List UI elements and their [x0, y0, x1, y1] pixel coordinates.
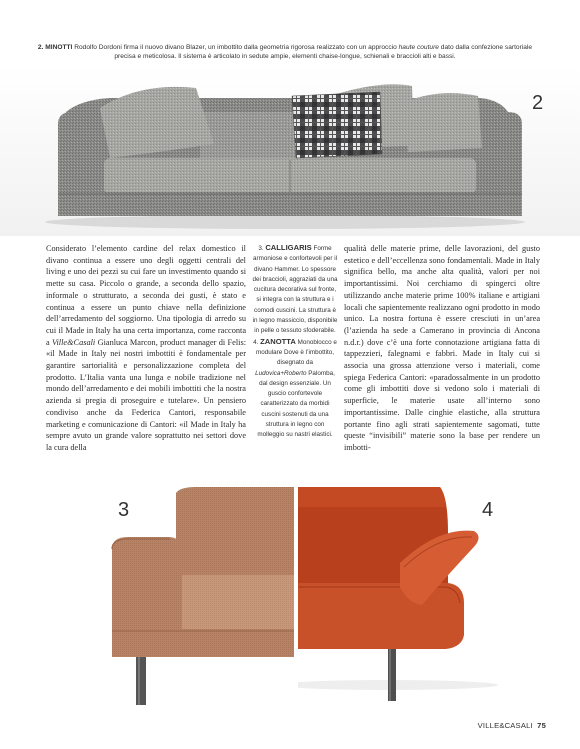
caption-brand: MINOTTI	[45, 44, 73, 51]
grey-sofa-illustration	[0, 66, 580, 236]
column-1-paragraph	[46, 243, 246, 454]
caption-4-brand: ZANOTTA	[260, 336, 296, 346]
caption-3-number: 3.	[258, 245, 264, 252]
column-3-paragraph: qualità delle materie prime, delle lavorazioni, del gusto estetico e dell’eccellenza sono fondamentali. Made in Italy significa bello, ma anche alta qualità, valori per noi importantissimi. Noi cerchiamo di spingerci oltre utilizzando anche materie prime 100% italiane e artigiani locali che sapientemente realizzano ogni prodotto in modo unico. La nostra fortuna è essere cresciuti in un’area (l’azienda ha sede a Camerano in provincia di Ancona n.d.r.) dove c’è una forte connotazione artigiana fatta di tappezzieri, falegnami e fabbri. Made in Italy cui si associa una grossa attenzione verso i materiali, come spiega Federica Cantori: «paradossalmente in un prodotto come gli imbottiti dove si vedono solo i materiali di superficie, le materie usate all’interno sono importantissime. Dalle cinghie elastiche, alla struttura portante fino agli strati sapientemente sagomati, tutte queste “invisibili” materie sono la base per rendere un imbotti-	[344, 244, 540, 452]
caption-4-designer: Ludovica+Roberto	[255, 369, 307, 377]
caption-3-text-a: Forme armoniose e confortevoli per il divano Hammer. Lo spessore dei braccioli, aggraziati da una cucitura decorativa sul fronte, si integra con la struttura e i comodi cuscini.	[252, 245, 338, 314]
image-number-2: 2	[532, 92, 544, 114]
red-sofa-illustration	[298, 487, 580, 717]
caption-text-end: dato dalla confezione sartoriale precisa e meticolosa. Il sistema è articolato in sedute ampie, elementi chaise-longue, schienali e braccioli alti e bassi.	[114, 44, 533, 60]
magazine-name: VILLE&CASALI	[477, 721, 533, 730]
image-number-4: 4	[482, 499, 494, 521]
article-column-3	[344, 243, 540, 454]
image-number-3: 3	[118, 499, 130, 521]
caption-4-text-a: Monoblocco e modulare Dove è l’imbottito, disegnato da	[255, 338, 337, 367]
caption-4-number: 4.	[253, 338, 259, 346]
sofa-photo-dove	[298, 487, 580, 717]
photo-caption	[30, 43, 540, 61]
caption-italic: haute couture	[398, 44, 439, 51]
caption-calligaris	[252, 243, 338, 337]
caption-4-text-b: Palomba, dal design essenziale. Un guscio confortevole caratterizzato da morbidi cuscini sostenuti da una struttura in legno con molleggio su nastri elastici.	[257, 369, 335, 439]
caption-number: 2.	[37, 44, 44, 51]
column-1-text-part2: Gianluca Marcon, product manager di Felis: «il Made in Italy nei nostri imbottiti è fondamentale per garantire sartorialità e personalizzazione completa del prodotto. L’Italia vanta una lunga e nobile tradizione nel mondo dell’arredamento e dei mobili imbottiti che la nostra azienda si pregia di proseguire e tutelare». Un pensiero condiviso anche da Federica Cantori, responsabile marketing e comunicazione di Cantori: «il Made in Italy ha sempre avuto un grande valore soprattutto nei settori dove la cura della	[46, 337, 246, 452]
page-footer	[478, 721, 546, 730]
caption-text: Rodolfo Dordoni firma il nuovo divano Blazer, un imbottito dalla geometria rigorosa realizzato con un approccio	[74, 44, 397, 51]
caption-3-text-b: La struttura è in legno massiccio, disponibile in pelle o tessuto sfoderabile.	[252, 306, 338, 335]
article-column-1	[46, 243, 246, 454]
column-1-italic: Ville&Casali	[52, 337, 96, 347]
caption-zanotta	[252, 337, 338, 441]
page-number: 75	[537, 721, 546, 730]
column-1-text-part1: Considerato l’elemento cardine del relax domestico il divano continua a essere uno degli oggetti centrali del living e uno dei pezzi su cui fare un investimento quando si mette su casa. Piccolo o grande, a seconda dello spazio, informale o strutturato, a seconda dei gusti, è stato e continua a essere un punto chiave nella definizione dell’arredamento del soggiorno. Una tipologia di arredo su cui il Made in Italy ha una certa importanza, come racconta a	[46, 244, 246, 347]
terracotta-sofa-illustration	[0, 487, 294, 717]
sofa-photo-hammer	[0, 487, 294, 717]
caption-3-brand: CALLIGARIS	[265, 243, 312, 252]
sofa-photo-blazer	[0, 66, 580, 236]
product-captions-column	[252, 243, 338, 441]
